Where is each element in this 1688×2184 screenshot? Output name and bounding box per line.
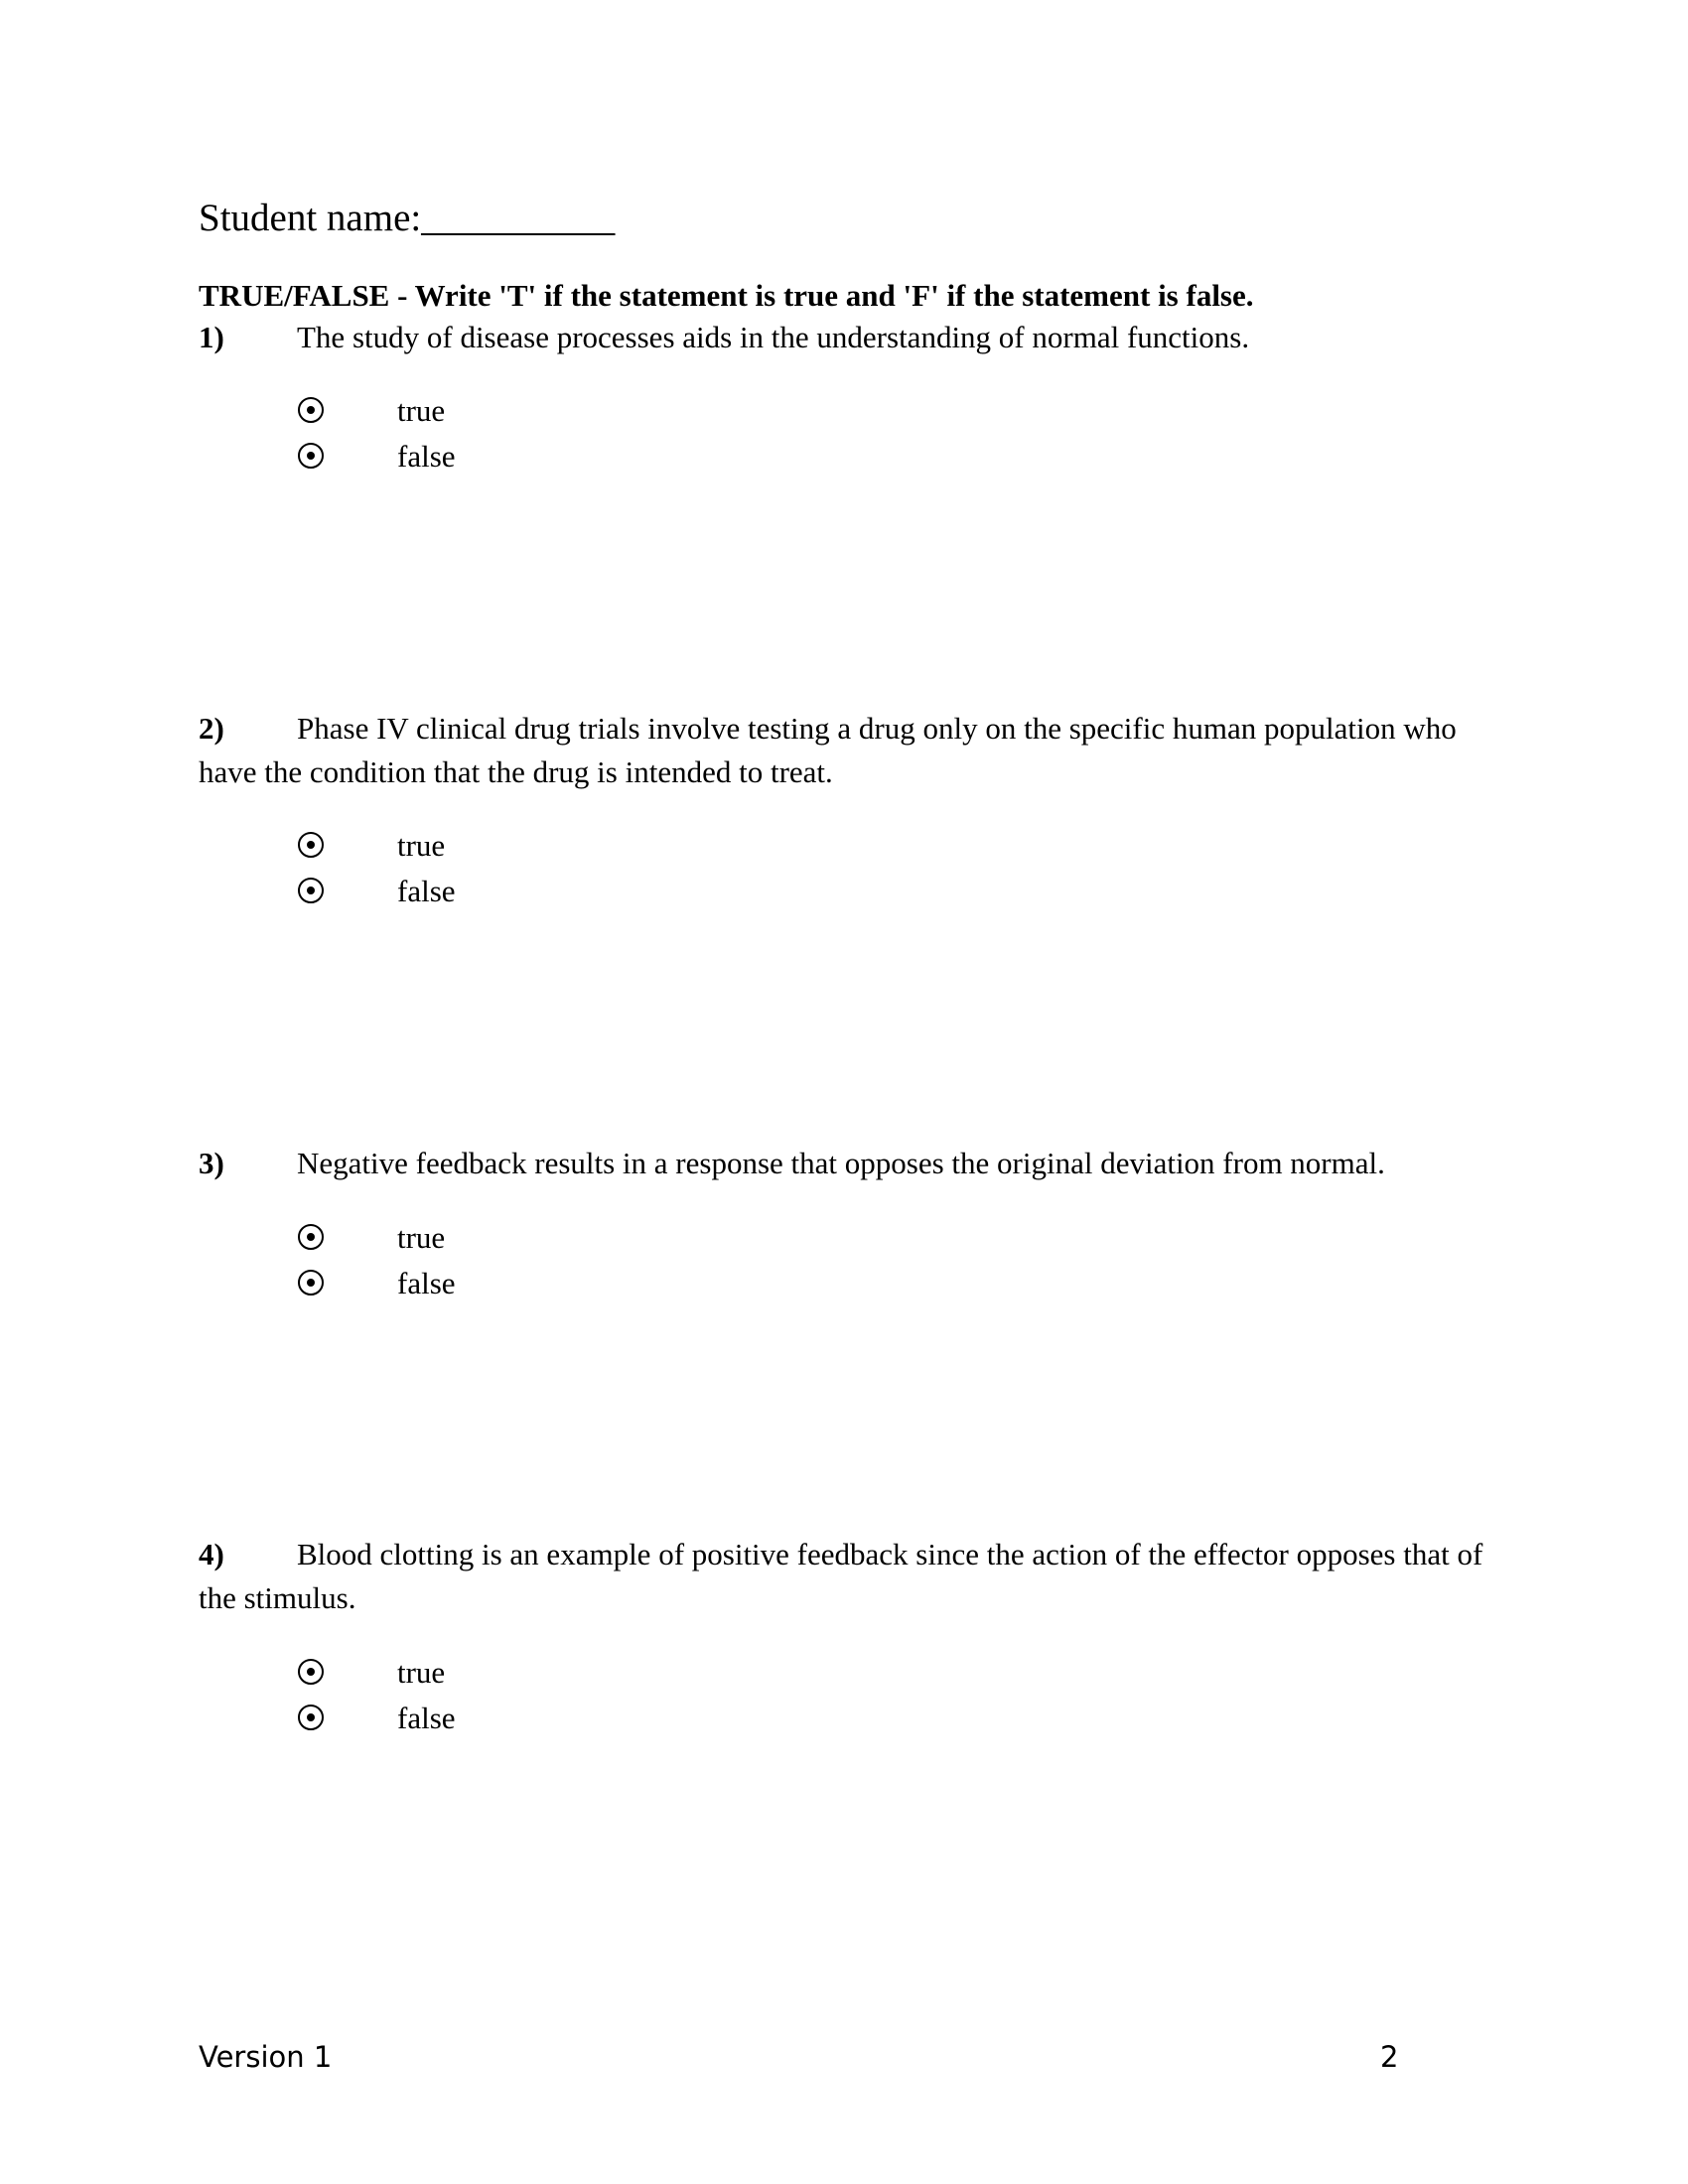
question-1 [199, 316, 1489, 359]
option-label: false [397, 1266, 456, 1300]
radio-button-icon[interactable] [298, 1224, 324, 1250]
option-label: false [397, 1701, 456, 1735]
radio-button-icon[interactable] [298, 443, 324, 469]
section-instructions: TRUE/FALSE - Write 'T' if the statement is true and 'F' if the statement is false. [199, 278, 1254, 313]
footer-version: Version 1 [199, 2040, 333, 2074]
question-3 [199, 1142, 1489, 1185]
question-2 [199, 707, 1489, 794]
question-text: Blood clotting is an example of positive feedback since the action of the effector opposes that of the stimulus. [199, 1537, 1483, 1615]
option-label: true [397, 1655, 446, 1690]
question-number: 4) [199, 1537, 224, 1571]
option-label: false [397, 439, 456, 474]
radio-button-icon[interactable] [298, 1270, 324, 1296]
radio-button-icon[interactable] [298, 1659, 324, 1685]
question-number: 1) [199, 320, 224, 354]
radio-button-icon[interactable] [298, 397, 324, 423]
question-text: Phase IV clinical drug trials involve testing a drug only on the specific human population who have the condition that the drug is intended to treat. [199, 711, 1457, 789]
radio-button-icon[interactable] [298, 832, 324, 858]
option-label: true [397, 393, 446, 428]
radio-button-icon[interactable] [298, 878, 324, 903]
student-name-field[interactable]: Student name:__________ [199, 197, 616, 239]
option-label: true [397, 1220, 446, 1255]
option-label: true [397, 828, 446, 863]
question-text: The study of disease processes aids in the understanding of normal functions. [297, 320, 1250, 354]
question-number: 3) [199, 1146, 224, 1180]
radio-button-icon[interactable] [298, 1705, 324, 1730]
option-label: false [397, 874, 456, 908]
question-4 [199, 1533, 1489, 1620]
question-text: Negative feedback results in a response that opposes the original deviation from normal. [297, 1146, 1385, 1180]
page-number: 2 [1380, 2040, 1399, 2074]
question-number: 2) [199, 711, 224, 746]
